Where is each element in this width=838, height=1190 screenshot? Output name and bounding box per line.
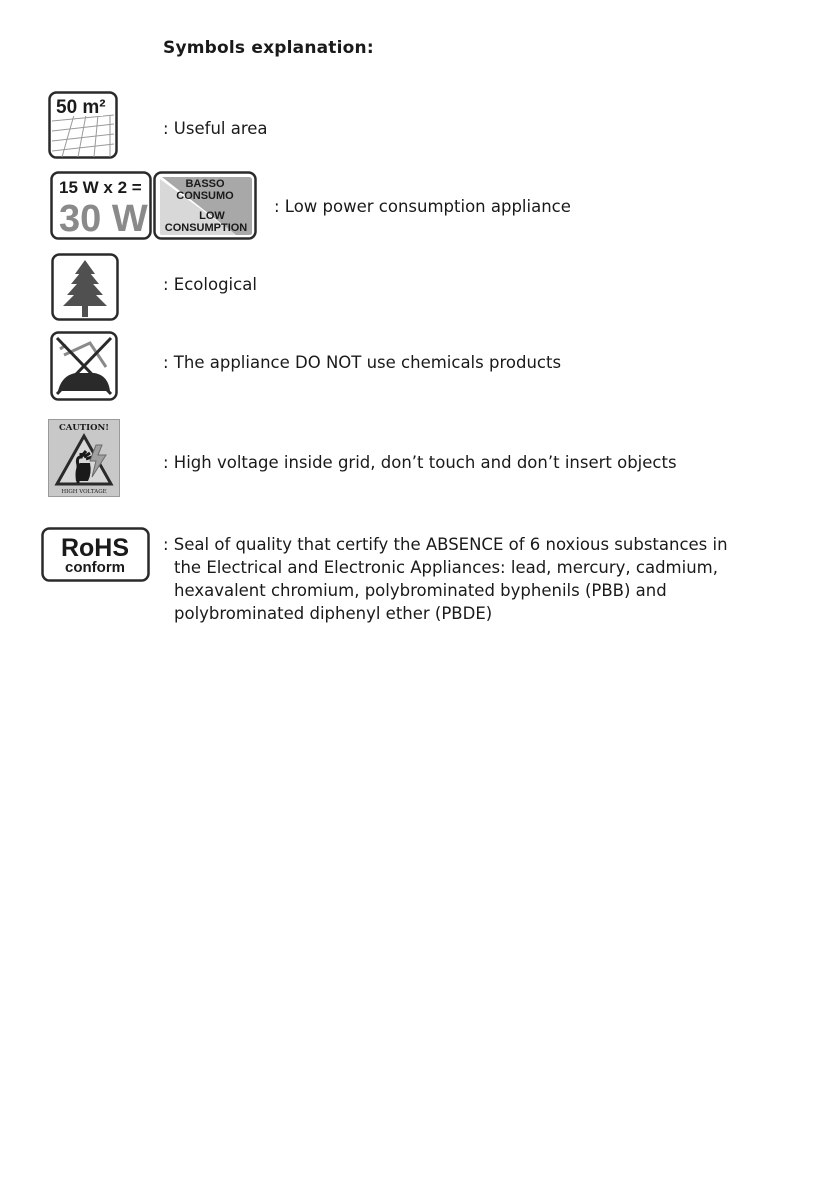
high-voltage-icon: [48, 419, 120, 497]
rohs-description-line: polybrominated diphenyl ether (PBDE): [174, 604, 493, 623]
low-power-total: 30 W: [59, 198, 148, 240]
useful-area-icon: [48, 91, 118, 159]
caution-label: CAUTION!: [59, 423, 109, 433]
tree-icon: [51, 253, 119, 321]
ecological-description: : Ecological: [163, 275, 257, 294]
rohs-conform-label: conform: [65, 559, 125, 576]
rohs-description-line: the Electrical and Electronic Appliances: lead, mercury, cadmium,: [174, 558, 718, 577]
no-chemicals-icon: [50, 331, 118, 401]
low-power-basso: BASSO: [185, 178, 225, 190]
low-power-consumption: CONSUMPTION: [164, 222, 248, 234]
low-power-formula: 15 W x 2 =: [59, 178, 142, 197]
useful-area-icon-label: 50 m²: [56, 97, 106, 118]
low-power-description: : Low power consumption appliance: [274, 197, 571, 216]
useful-area-description: : Useful area: [163, 119, 268, 138]
rohs-description-line: hexavalent chromium, polybrominated byphenils (PBB) and: [174, 581, 667, 600]
rohs-label: RoHS: [60, 534, 130, 562]
page-title: Symbols explanation:: [163, 38, 374, 58]
high-voltage-label: HIGH VOLTAGE: [61, 489, 107, 495]
low-power-icon: [50, 171, 258, 241]
low-power-consumo: CONSUMO: [176, 190, 234, 202]
rohs-icon: [41, 527, 150, 582]
no-chemicals-description: : The appliance DO NOT use chemicals products: [163, 353, 562, 372]
rohs-description-line: : Seal of quality that certify the ABSENCE of 6 noxious substances in: [163, 535, 728, 554]
high-voltage-description: : High voltage inside grid, don’t touch and don’t insert objects: [163, 453, 677, 472]
rohs-description: [163, 533, 823, 625]
low-power-low: LOW: [199, 210, 225, 222]
